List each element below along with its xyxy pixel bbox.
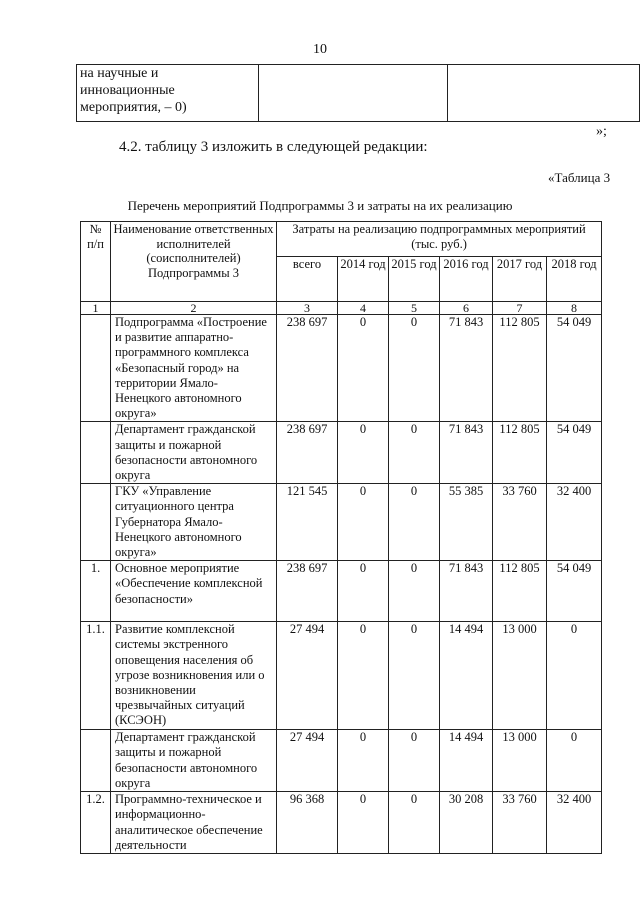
- row-name: Подпрограмма «Построение и развитие аппаратно-программного комплекса «Безопасный город» на территории Ямало-Ненецкого автономного округа»: [111, 315, 277, 422]
- row-value: 30 208: [440, 792, 493, 854]
- row-value: 0: [338, 792, 389, 854]
- row-total: 238 697: [277, 422, 338, 484]
- column-number: 1: [81, 302, 111, 315]
- header-year: 2017 год: [493, 257, 547, 302]
- row-value: 0: [389, 422, 440, 484]
- table-row: [81, 315, 602, 422]
- row-num: [81, 730, 111, 792]
- header-costs: Затраты на реализацию подпрограммных мероприятий (тыс. руб.): [277, 222, 602, 257]
- row-value: 71 843: [440, 315, 493, 422]
- row-value: 54 049: [547, 561, 602, 622]
- header-year: 2015 год: [389, 257, 440, 302]
- table-row: [81, 730, 602, 792]
- table-caption: «Таблица 3: [548, 170, 611, 185]
- row-num: [81, 484, 111, 561]
- table-row: [81, 622, 602, 730]
- row-value: 33 760: [493, 484, 547, 561]
- row-value: 32 400: [547, 792, 602, 854]
- row-value: 33 760: [493, 792, 547, 854]
- row-value: 14 494: [440, 622, 493, 730]
- row-value: 0: [389, 730, 440, 792]
- row-total: 27 494: [277, 622, 338, 730]
- row-value: 0: [389, 484, 440, 561]
- row-value: 0: [389, 792, 440, 854]
- row-num: 1.2.: [81, 792, 111, 854]
- row-name: Программно-техническое и информационно-аналитическое обеспечение деятельности: [111, 792, 277, 854]
- column-number: 4: [338, 302, 389, 315]
- continued-table-cell-empty: [258, 65, 448, 122]
- row-value: 0: [389, 561, 440, 622]
- row-name: Основное мероприятие «Обеспечение комплексной безопасности»: [111, 561, 277, 622]
- column-number: 8: [547, 302, 602, 315]
- row-value: 14 494: [440, 730, 493, 792]
- continued-table-row: [77, 65, 640, 122]
- row-value: 13 000: [493, 730, 547, 792]
- closing-quote: »;: [596, 124, 607, 139]
- header-year: 2018 год: [547, 257, 602, 302]
- continued-table: [76, 64, 640, 122]
- row-total: 96 368: [277, 792, 338, 854]
- column-number: 2: [111, 302, 277, 315]
- row-num: [81, 315, 111, 422]
- row-total: 121 545: [277, 484, 338, 561]
- row-num: [81, 422, 111, 484]
- table-row: [81, 484, 602, 561]
- header-year: 2014 год: [338, 257, 389, 302]
- header-name: Наименование ответственных исполнителей (соисполнителей) Подпрограммы 3: [111, 222, 277, 302]
- row-value: 112 805: [493, 315, 547, 422]
- row-value: 0: [338, 622, 389, 730]
- row-value: 0: [338, 484, 389, 561]
- table-row: [81, 422, 602, 484]
- column-number: 3: [277, 302, 338, 315]
- row-value: 13 000: [493, 622, 547, 730]
- table-row: [81, 792, 602, 854]
- row-value: 54 049: [547, 315, 602, 422]
- row-value: 54 049: [547, 422, 602, 484]
- continued-table-cell-empty: [448, 65, 640, 122]
- amendment-instruction: 4.2. таблицу 3 изложить в следующей редакции:: [119, 139, 428, 155]
- header-year: 2016 год: [440, 257, 493, 302]
- row-value: 0: [338, 730, 389, 792]
- header-total: всего: [277, 257, 338, 302]
- table-row: [81, 561, 602, 622]
- column-number: 7: [493, 302, 547, 315]
- row-name: Департамент гражданской защиты и пожарной безопасности автономного округа: [111, 422, 277, 484]
- row-value: 0: [338, 315, 389, 422]
- row-value: 71 843: [440, 561, 493, 622]
- row-total: 27 494: [277, 730, 338, 792]
- column-number: 6: [440, 302, 493, 315]
- row-value: 0: [338, 561, 389, 622]
- row-name: ГКУ «Управление ситуационного центра Губернатора Ямало-Ненецкого автономного округа»: [111, 484, 277, 561]
- column-number: 5: [389, 302, 440, 315]
- header-row: [81, 222, 602, 257]
- row-value: 112 805: [493, 561, 547, 622]
- row-value: 55 385: [440, 484, 493, 561]
- row-num: 1.1.: [81, 622, 111, 730]
- column-numbers-row: [81, 302, 602, 315]
- row-value: 0: [547, 730, 602, 792]
- row-value: 112 805: [493, 422, 547, 484]
- costs-table: [80, 221, 602, 854]
- row-value: 0: [389, 315, 440, 422]
- row-name: Департамент гражданской защиты и пожарной безопасности автономного округа: [111, 730, 277, 792]
- row-total: 238 697: [277, 315, 338, 422]
- row-value: 32 400: [547, 484, 602, 561]
- page-number: 10: [313, 42, 327, 57]
- continued-table-cell-text: на научные и инновационные мероприятия, – 0): [77, 65, 259, 122]
- row-value: 0: [389, 622, 440, 730]
- row-total: 238 697: [277, 561, 338, 622]
- row-value: 71 843: [440, 422, 493, 484]
- row-value: 0: [338, 422, 389, 484]
- row-num: 1.: [81, 561, 111, 622]
- row-name: Развитие комплексной системы экстренного оповещения населения об угрозе возникновения или о возникновении чрезвычайных ситуаций (КСЭОН): [111, 622, 277, 730]
- header-num: № п/п: [81, 222, 111, 302]
- row-value: 0: [547, 622, 602, 730]
- table-heading: Перечень мероприятий Подпрограммы 3 и затраты на их реализацию: [127, 198, 513, 213]
